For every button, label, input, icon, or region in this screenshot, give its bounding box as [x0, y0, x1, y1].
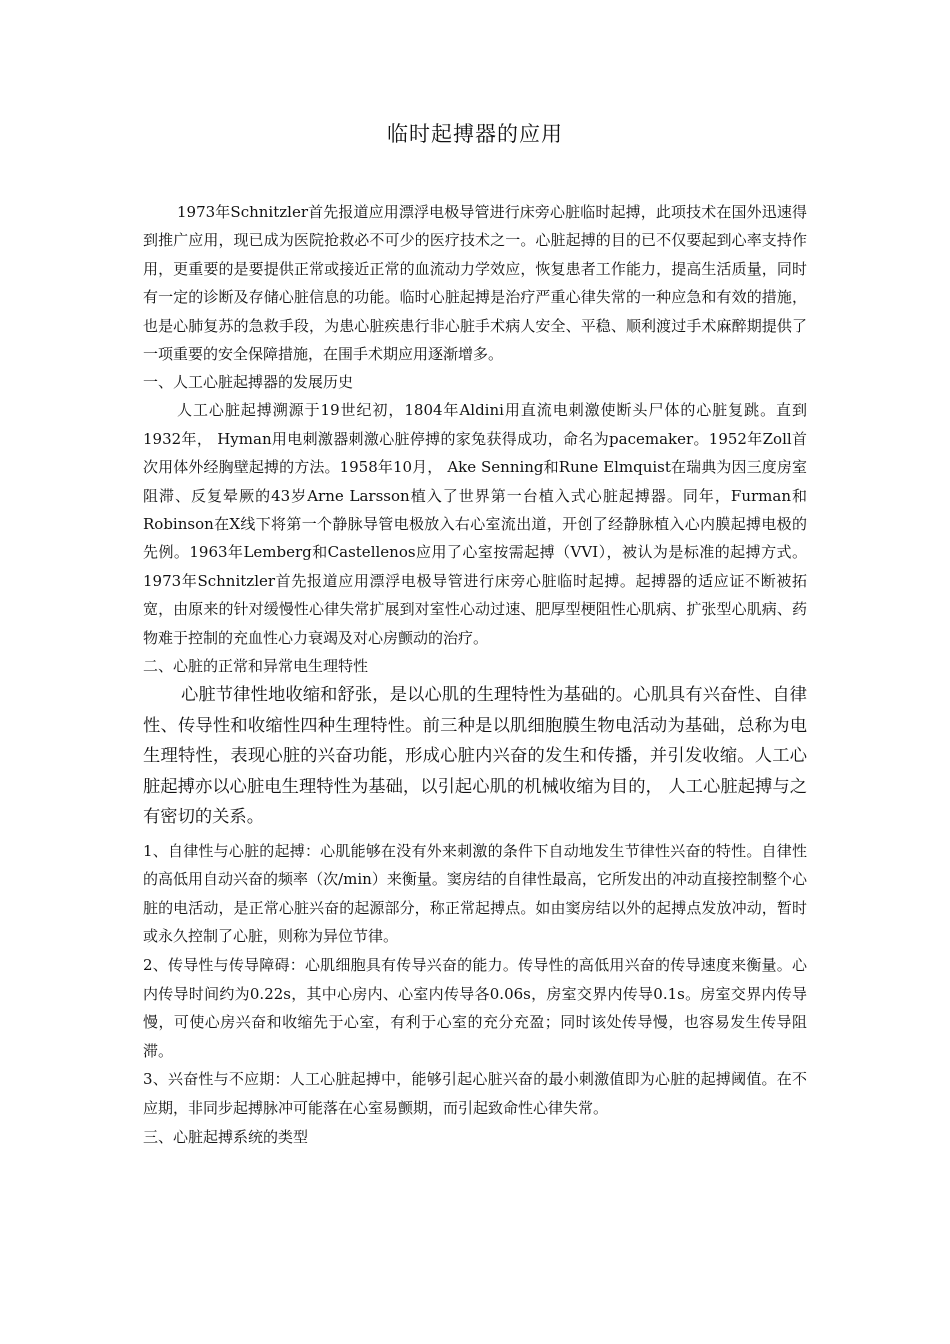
document-body — [143, 198, 807, 1151]
document-title: 临时起搏器的应用 — [387, 122, 563, 146]
section-heading-electrophysiology: 二、心脏的正常和异常电生理特性 — [143, 657, 369, 676]
electrophysiology-paragraph: 心脏节律性地收缩和舒张，是以心肌的生理特性为基础的。心肌具有兴奋性、自律性、传导性和收缩性四种生理特性。前三种是以肌细胞膜生物电活动为基础，总称为电生理特性，表现心脏的兴奋功能，形成心脏内兴奋的发生和传播，并引发收缩。人工心脏起搏亦以心脏电生理特性为基础，以引起心肌的机械收缩为目的， 人工心脏起搏与之有密切的关系。 — [143, 685, 807, 828]
section-heading-pacing-systems: 三、心脏起搏系统的类型 — [143, 1127, 309, 1146]
list-item-automaticity: 1、自律性与心脏的起搏：心肌能够在没有外来刺激的条件下自动地发生节律性兴奋的特性。自律性的高低用自动兴奋的频率（次/min）来衡量。窦房结的自律性最高，它所发出的冲动直接控制整个心脏的电活动，是正常心脏兴奋的起源部分，称正常起搏点。如由窦房结以外的起搏点发放冲动，暂时或永久控制了心脏，则称为异位节律。 — [143, 841, 807, 946]
history-paragraph: 人工心脏起搏溯源于19世纪初，1804年Aldini用直流电刺激使断头尸体的心脏复跳。直到1932年， Hyman用电刺激器刺激心脏停搏的家兔获得成功，命名为pacemaker。1952年Zoll首次用体外经胸壁起搏的方法。1958年10月， Ake Senning和Rune Elmquist在瑞典为因三度房室阻滞、反复晕厥的43岁Arne Larsson植入了世界第一台植入式心脏起搏器。同年，Furman和Robinson在X线下将第一个静脉导管电极放入右心室流出道，开创了经静脉植入心内膜起搏电极的先例。1963年Lemberg和Castellenos应用了心室按需起搏（VVI），被认为是标准的起搏方式。1973年Schnitzler首先报道应用漂浮电极导管进行床旁心脏临时起搏。起搏器的适应证不断被拓宽，由原来的针对缓慢性心律失常扩展到对室性心动过速、肥厚型梗阻性心肌病、扩张型心肌病、药物难于控制的充血性心力衰竭及对心房颤动的治疗。 — [143, 401, 807, 647]
section-heading-history: 一、人工心脏起搏器的发展历史 — [143, 373, 354, 392]
list-item-conduction: 2、传导性与传导障碍：心肌细胞具有传导兴奋的能力。传导性的高低用兴奋的传导速度来衡量。心内传导时间约为0.22s，其中心房内、心室内传导各0.06s，房室交界内传导0.1s。房室交界内传导慢，可使心房兴奋和收缩先于心室，有利于心室的充分充盈；同时该处传导慢，也容易发生传导阻滞。 — [143, 955, 807, 1060]
intro-paragraph: 1973年Schnitzler首先报道应用漂浮电极导管进行床旁心脏临时起搏，此项技术在国外迅速得到推广应用，现已成为医院抢救必不可少的医疗技术之一。心脏起搏的目的已不仅要起到心率支持作用，更重要的是要提供正常或接近正常的血流动力学效应，恢复患者工作能力，提高生活质量，同时有一定的诊断及存储心脏信息的功能。临时心脏起搏是治疗严重心律失常的一种应急和有效的措施，也是心肺复苏的急救手段，为患心脏疾患行非心脏手术病人安全、平稳、顺利渡过手术麻醉期提供了一项重要的安全保障措施，在围手术期应用逐渐增多。 — [143, 203, 807, 364]
list-item-excitability: 3、兴奋性与不应期：人工心脏起搏中，能够引起心脏兴奋的最小刺激值即为心脏的起搏阈值。在不应期，非同步起搏脉冲可能落在心室易颤期，而引起致命性心律失常。 — [143, 1070, 807, 1117]
